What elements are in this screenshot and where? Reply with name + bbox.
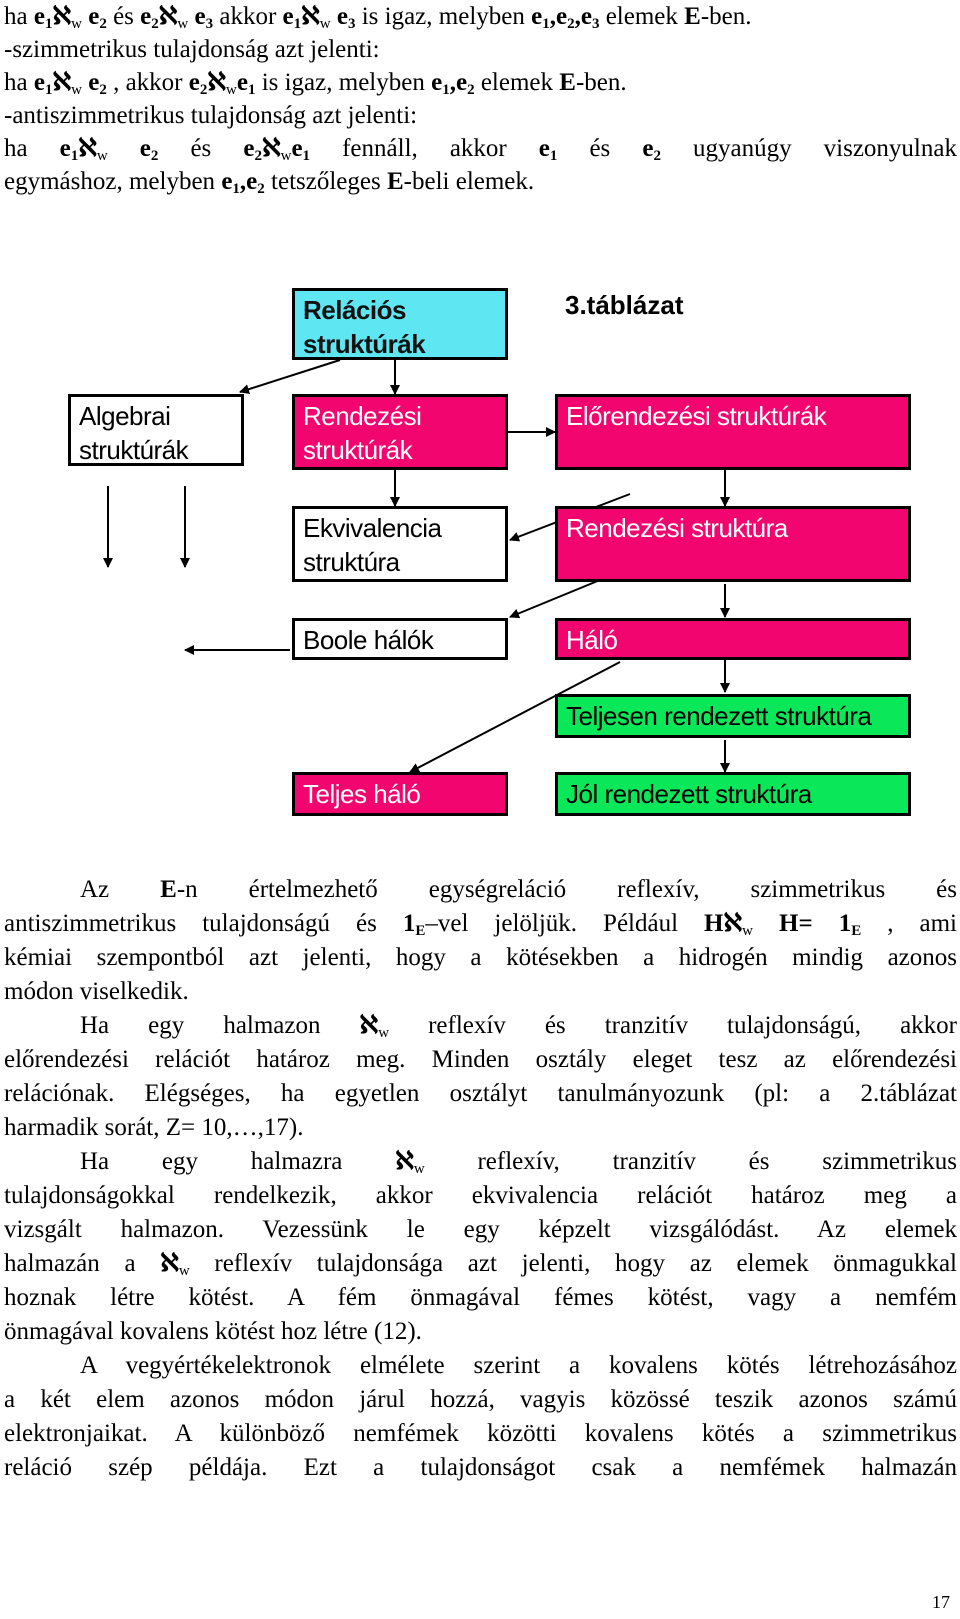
arrow-relational-to-algebraic: [240, 360, 340, 392]
p4-line-1: A vegyértékelektronok elmélete szerint a kovalens kötés létrehozásához: [80, 1352, 957, 1379]
table-caption: 3.táblázat: [565, 290, 684, 320]
p1-line-2: antiszimmetrikus tulajdonságú és $1_E$–vel jelöljük. Például Hℵ$_w$ $H= 1_E$ , ami: [4, 910, 957, 939]
box-equivalence-structure: Ekvivalencia struktúra: [292, 506, 508, 582]
p3-line-5: hoznak létre kötést. A fém önmagával fémes kötést, vagy a nemfém: [4, 1284, 957, 1311]
p1-line-4: módon viselkedik.: [4, 978, 189, 1005]
p2-line-3: relációnak. Elégséges, ha egyetlen osztályt tanulmányozunk (pl: a 2.táblázat: [4, 1080, 957, 1107]
p3-line-2: tulajdonságokkal rendelkezik, akkor ekvivalencia relációt határoz meg a: [4, 1182, 957, 1209]
p2-line-4: harmadik sorát, Z= 10,…,17).: [4, 1114, 304, 1141]
box-relational-structures: Relációs struktúrák: [292, 288, 508, 360]
p3-line-6: önmagával kovalens kötést hoz létre (12).: [4, 1318, 422, 1345]
box-complete-lattice: Teljes háló: [292, 772, 508, 816]
p2-line-1: Ha egy halmazon ℵ$_w$ reflexív és tranzitív tulajdonságú, akkor: [80, 1012, 957, 1041]
p3-line-4: halmazán a ℵ$_w$ reflexív tulajdonsága azt jelenti, hogy az elemek önmagukkal: [4, 1250, 957, 1279]
box-lattice: Háló: [555, 618, 911, 660]
text-line-5: ha $e_1ℵ_w$ $e_2$ és $e_2ℵ_we_1$ fennáll, akkor $e_1$ és $e_2$ ugyanúgy viszonyulnak: [4, 135, 957, 164]
text-line-6: egymáshoz, melyben $e_1,e_2$ tetszőleges E-beli elemek.: [4, 168, 535, 197]
structure-diagram: [0, 232, 960, 872]
box-order-structure: Rendezési struktúra: [555, 506, 911, 582]
box-total-order-structure: Teljesen rendezett struktúra: [555, 694, 911, 738]
p2-line-2: előrendezési relációt határoz meg. Minden osztály eleget tesz az előrendezési: [4, 1046, 957, 1073]
text-line-3: ha $e_1ℵ_w$ $e_2$ , akkor $e_2ℵ_we_1$ is igaz, melyben $e_1,e_2$ elemek E-ben.: [4, 69, 627, 98]
text-line-2: -szimmetrikus tulajdonság azt jelenti:: [4, 36, 380, 63]
p4-line-2: a két elem azonos módon járul hozzá, vagyis közössé teszik azonos számú: [4, 1386, 957, 1413]
box-well-order-structure: Jól rendezett struktúra: [555, 772, 911, 816]
box-algebraic-structures: Algebrai struktúrák: [68, 394, 244, 466]
p1-line-3: kémiai szempontból azt jelenti, hogy a kötésekben a hidrogén mindig azonos: [4, 944, 957, 971]
p3-line-3: vizsgált halmazon. Vezessünk le egy képzelt vizsgálódást. Az elemek: [4, 1216, 957, 1243]
p1-line-1: Az E-n értelmezhető egységreláció reflexív, szimmetrikus és: [80, 876, 957, 903]
box-boolean-lattices: Boole hálók: [292, 618, 508, 660]
box-preorder-structures: Előrendezési struktúrák: [555, 394, 911, 470]
text-line-1: ha $e_1ℵ_w$ $e_2$ és $e_2ℵ_w$ $e_3$ akkor $e_1ℵ_w$ $e_3$ is igaz, melyben $e_1,e_2,e_3$ elemek E-ben.: [4, 3, 752, 32]
p4-line-3: elektronjaikat. A különböző nemfémek közötti kovalens kötés a szimmetrikus: [4, 1420, 957, 1447]
page-number: 17: [932, 1592, 950, 1612]
p3-line-1: Ha egy halmazra ℵ$_w$ reflexív, tranzitív és szimmetrikus: [80, 1148, 957, 1177]
box-ordering-structures: Rendezési struktúrák: [292, 394, 508, 470]
text-line-4: -antiszimmetrikus tulajdonság azt jelenti:: [4, 102, 418, 129]
arrow-order-to-boolean: [510, 580, 600, 617]
p4-line-4: reláció szép példája. Ezt a tulajdonságot csak a nemfémek halmazán: [4, 1454, 957, 1481]
